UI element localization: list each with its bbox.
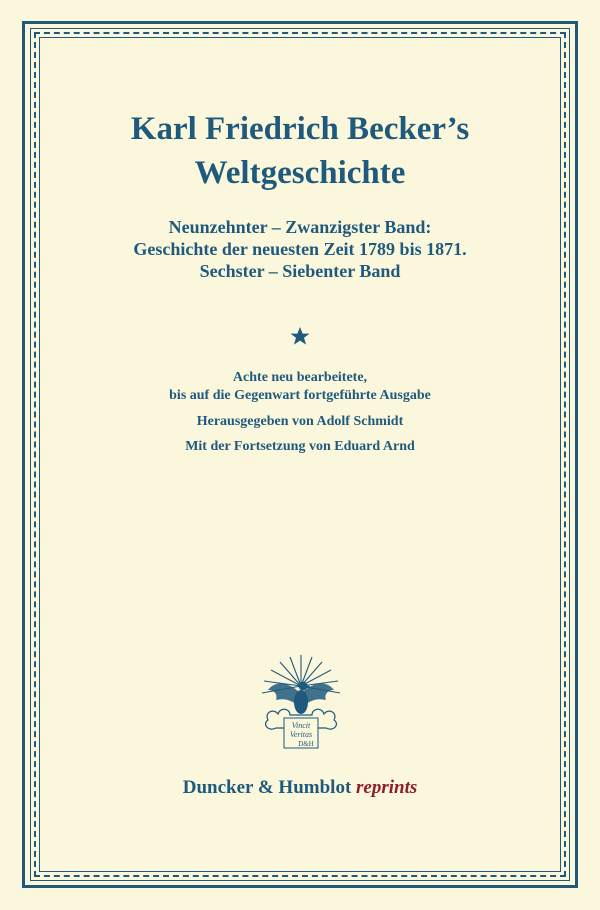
subtitle-line-2: Geschichte der neuesten Zeit 1789 bis 1871. [133, 239, 467, 259]
subtitle-line-1: Neunzehnter – Zwanzigster Band: [168, 217, 432, 237]
publisher-line [0, 778, 600, 797]
subtitle-line-3: Sechster – Siebenter Band [199, 261, 401, 281]
title-line-2: Weltgeschichte [194, 155, 406, 191]
star-icon [289, 326, 311, 346]
emblem-motto-line-1: Vincit [291, 721, 311, 730]
emblem-motto-line-2: Veritas [289, 730, 313, 739]
publisher-imprint: reprints [356, 777, 418, 798]
title-line-1: Karl Friedrich Becker’s [130, 111, 470, 147]
edition-line-1: Achte neu bearbeitete, [232, 370, 368, 385]
editor-line: Herausgegeben von Adolf Schmidt [196, 414, 404, 429]
publisher-name: Duncker & Humblot [182, 777, 352, 798]
eagle-emblem-icon [258, 652, 344, 752]
continuation-line: Mit der Fortsetzung von Eduard Arnd [185, 439, 415, 454]
edition-line-2: bis auf die Gegenwart fortgeführte Ausgabe [169, 388, 431, 403]
emblem-monogram: D&H [298, 740, 314, 748]
